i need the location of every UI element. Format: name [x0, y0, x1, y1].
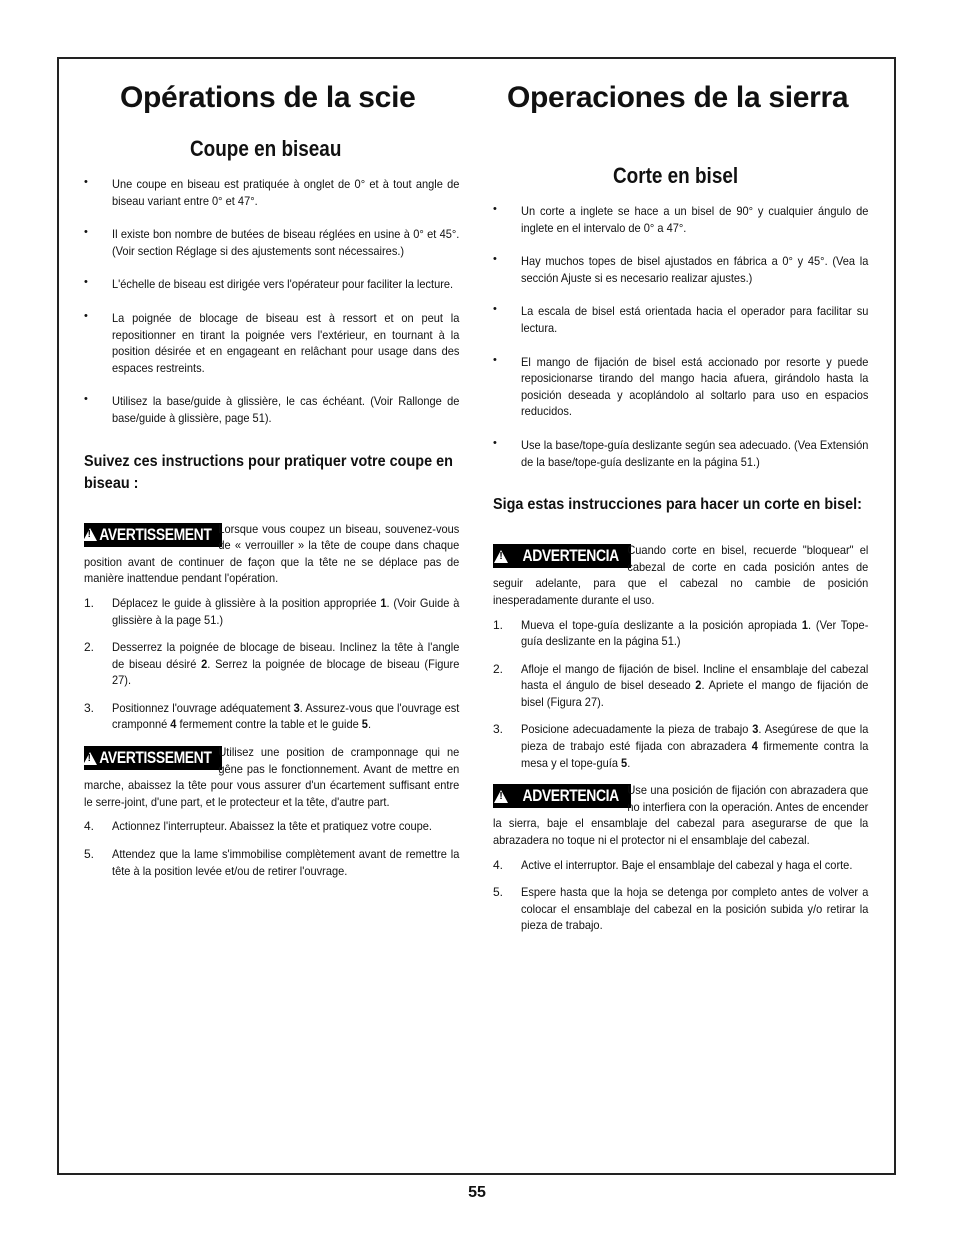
- french-column: [84, 78, 460, 890]
- spanish-column: [493, 78, 869, 945]
- list-item: • Une coupe en biseau est pratiquée à onglet de 0° et à tout angle de biseau variant entre 0° et 47°.: [84, 176, 460, 209]
- warning-badge: AVERTISSEMENT: [84, 746, 222, 770]
- list-item: 2. Afloje el mango de fijación de bisel. Incline el ensamblaje del cabezal hasta el ángulo de bisel deseado 2. Apriete el mango de fijación de bisel (Figura 27).: [493, 661, 869, 709]
- list-item: 2. Desserrez la poignée de blocage de biseau. Inclinez la tête à l'angle de biseau désiré 2. Serrez la poignée de blocage de biseau (Figure 27).: [84, 640, 460, 688]
- list-item: • Utilisez la base/guide à glissière, le cas échéant. (Voir Rallonge de base/guide à glissière, page 51).: [84, 393, 460, 426]
- warning-text: Use una posición de fijación con abrazadera que no interfiera con la operación. Antes de encender la sierra, baje el ensamblaje del cabezal para asegurarse de que la abrazadera no toque ni el protector ni el ensamblaje del cabezal.: [493, 783, 869, 848]
- section-heading-es: Corte en bisel: [613, 163, 739, 188]
- warning-block-fr-2: [84, 744, 460, 810]
- list-item: • Use la base/tope-guía deslizante según sea adecuado. (Vea Extensión de la base/tope-guía deslizante en la página 51.): [493, 437, 869, 470]
- list-item: 3. Positionnez l'ouvrage adéquatement 3. Assurez-vous que l'ouvrage est cramponné 4 fermement contre la table et le guide 5.: [84, 700, 460, 732]
- warning-badge: ! ADVERTENCIA: [493, 784, 631, 808]
- warning-badge: AVERTISSEMENT: [84, 523, 222, 547]
- warning-badge: ! ADVERTENCIA: [493, 544, 631, 568]
- list-item: 1. Mueva el tope-guía deslizante a la posición apropiada 1. (Ver Tope-guía deslizante en la página 51.): [493, 617, 869, 649]
- list-item: 5. Attendez que la lame s'immobilise complètement avant de remettre la tête à la position levée et/ou de retirer l'ouvrage.: [84, 847, 460, 878]
- list-item: • Hay muchos topes de bisel ajustados en fábrica a 0° y 45°. (Vea la sección Ajuste si es necesario realizar ajustes.): [493, 253, 869, 286]
- warning-text: Utilisez une position de cramponnage qui ne gêne pas le fonctionnement. Avant de mettre en marche, abaissez la tête pour vous assurer d'un écartement suffisant entre le serre-joint, d'une part, et le protecteur et la tête, d'autre part.: [84, 745, 460, 809]
- steps-list-fr-b: [84, 818, 460, 879]
- list-item: 3. Posicione adecuadamente la pieza de trabajo 3. Asegúrese de que la pieza de trabajo esté fijada con abrazadera 4 firmemente contra la mesa y el tope-guía 5.: [493, 722, 869, 770]
- page-number: 55: [468, 1184, 486, 1201]
- list-item: 1. Déplacez le guide à glissière à la position appropriée 1. (Voir Guide à glissière à la page 51.): [84, 595, 460, 627]
- list-item: 5. Espere hasta que la hoja se detenga por completo antes de volver a colocar el ensamblaje del cabezal en la posición subida y/o retirar la pieza de trabajo.: [493, 885, 869, 933]
- warning-text: Lorsque vous coupez un biseau, souvenez-vous de « verrouiller » la tête de coupe dans chaque position avant de continuer de façon que la tête ne se déplace pas de manière inattendue pendant l'opération.: [84, 521, 460, 586]
- list-item: • Il existe bon nombre de butées de biseau réglées en usine à 0° et 45°. (Voir section Réglage si des ajustements sont nécessaires.): [84, 226, 460, 259]
- instructions-heading-es: Siga estas instrucciones para hacer un corte en bisel:: [493, 496, 862, 514]
- list-item: • Un corte a inglete se hace a un bisel de 90° y cualquier ángulo de inglete en el intervalo de 0° a 47°.: [493, 203, 869, 236]
- warning-block-fr-1: [84, 521, 460, 587]
- instructions-heading-fr: Suivez ces instructions pour pratiquer votre coupe en biseau :: [84, 452, 453, 492]
- list-item: • L'échelle de biseau est dirigée vers l'opérateur pour faciliter la lecture.: [84, 276, 460, 293]
- page-title-fr: Opérations de la scie: [120, 81, 416, 114]
- bullet-list-fr: [84, 176, 460, 427]
- warning-block-es-2: [493, 782, 869, 848]
- list-item: 4. Actionnez l'interrupteur. Abaissez la tête et pratiquez votre coupe.: [84, 819, 433, 834]
- list-item: 4. Active el interruptor. Baje el ensamblaje del cabezal y haga el corte.: [493, 857, 853, 872]
- steps-list-es-a: [493, 617, 869, 772]
- page-title-es: Operaciones de la sierra: [507, 81, 849, 114]
- warning-text: Cuando corte en bisel, recuerde "bloquear" el cabezal de corte en cada posición antes de seguir adelante, para que el cabezal no cambie de posición inesperadamente durante el uso.: [493, 543, 869, 607]
- section-heading-fr: Coupe en biseau: [190, 136, 342, 161]
- list-item: • La poignée de blocage de biseau est à ressort et on peut la repositionner en tirant la poignée vers l'extérieur, en tournant à la position désirée et en engageant en relâchant pour usage dans des espaces restreints.: [84, 310, 460, 376]
- steps-list-es-b: [493, 857, 869, 934]
- list-item: • El mango de fijación de bisel está accionado por resorte y puede reposicionarse tirando del mango hacia afuera, girándolo hasta la posición deseada y acoplándolo al soltarlo para uso en espacios reducidos.: [493, 354, 869, 420]
- list-item: • La escala de bisel está orientada hacia el operador para facilitar su lectura.: [493, 303, 869, 336]
- bullet-list-es: [493, 203, 869, 470]
- warning-block-es-1: [493, 542, 869, 608]
- steps-list-fr-a: [84, 595, 460, 733]
